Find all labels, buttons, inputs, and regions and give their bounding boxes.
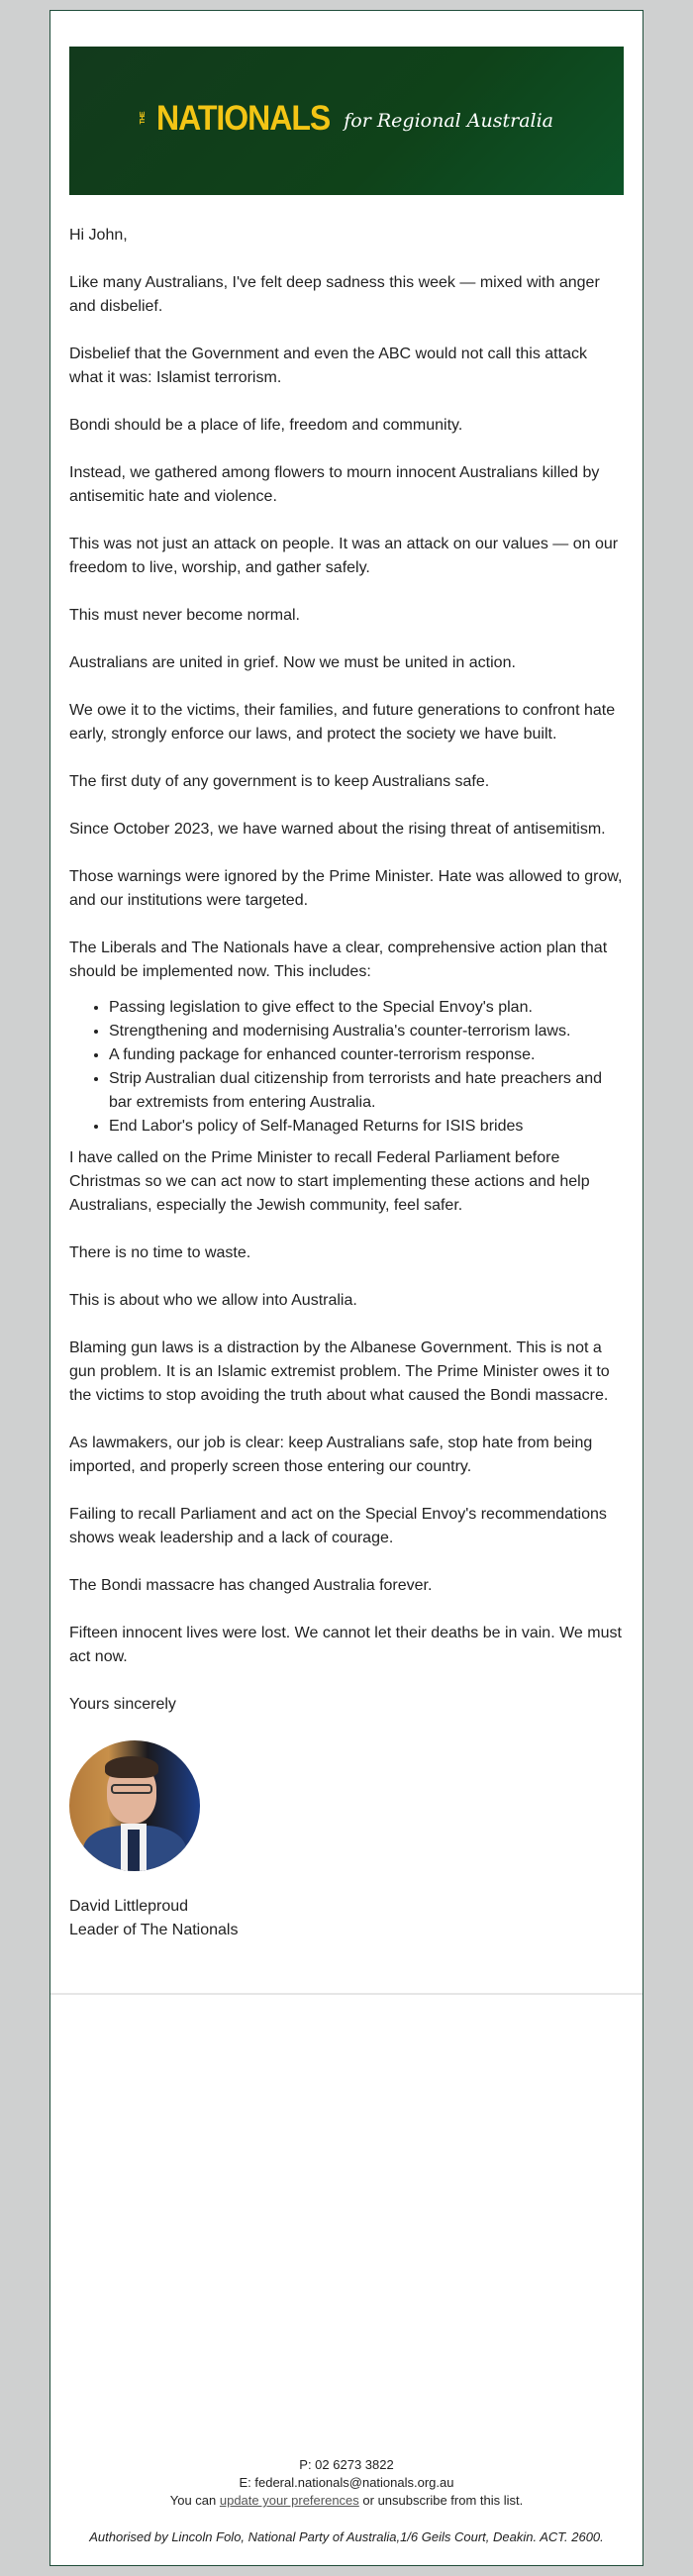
action-plan-list (69, 996, 624, 1139)
logo-nationals: NATIONALS (155, 97, 331, 138)
letter-paragraph: Fifteen innocent lives were lost. We cannot let their deaths be in vain. We must act now. (69, 1625, 622, 1665)
letter-paragraph: Disbelief that the Government and even the ABC would not call this attack what it was: Islamist terrorism. (69, 346, 587, 386)
signer-name: David Littleproud (69, 1898, 189, 1915)
nationals-logo (139, 97, 554, 138)
header-banner (69, 47, 624, 195)
letter-paragraph: The Liberals and The Nationals have a clear, comprehensive action plan that should be implemented now. This includes: (69, 940, 608, 980)
footer (50, 2456, 643, 2546)
prefs-prefix: You can (169, 2493, 220, 2508)
letter-paragraph: There is no time to waste. (69, 1244, 251, 1261)
letter-paragraph: Failing to recall Parliament and act on the Special Envoy's recommendations shows weak leadership and a lack of courage. (69, 1506, 607, 1546)
letter-paragraph: We owe it to the victims, their families, and future generations to confront hate early, strongly enforce our laws, and protect the society we have built. (69, 702, 616, 743)
email-container (50, 10, 644, 2566)
letter-paragraph: Those warnings were ignored by the Prime Minister. Hate was allowed to grow, and our institutions were targeted. (69, 868, 623, 909)
plan-item: • Strengthening and modernising Australia's counter-terrorism laws. (109, 1020, 624, 1043)
greeting: Hi John, (69, 227, 128, 244)
letter-body (69, 224, 624, 1942)
letter-paragraph: I have called on the Prime Minister to recall Federal Parliament before Christmas so we can act now to start implementing these actions and help Australians, especially the Jewish community, feel safer. (69, 1149, 590, 1214)
plan-item: • Passing legislation to give effect to the Special Envoy's plan. (109, 996, 624, 1020)
footer-email: E: federal.nationals@nationals.org.au (239, 2475, 454, 2490)
letter-paragraph: This is about who we allow into Australia. (69, 1292, 357, 1309)
signer-photo (69, 1740, 200, 1871)
letter-paragraph: Like many Australians, I've felt deep sadness this week — mixed with anger and disbelief. (69, 274, 600, 315)
letter-paragraph: This was not just an attack on people. It was an attack on our values — on our freedom to live, worship, and gather safely. (69, 536, 619, 576)
letter-paragraph: Bondi should be a place of life, freedom and community. (69, 417, 463, 434)
letter-paragraph: Instead, we gathered among flowers to mourn innocent Australians killed by antisemitic hate and violence. (69, 464, 600, 505)
prefs-suffix: or unsubscribe from this list. (358, 2493, 524, 2508)
footer-phone: P: 02 6273 3822 (299, 2457, 394, 2472)
letter-paragraph: Australians are united in grief. Now we must be united in action. (69, 654, 516, 671)
plan-item: • Strip Australian dual citizenship from terrorists and hate preachers and bar extremists from entering Australia. (109, 1067, 624, 1115)
plan-item: • A funding package for enhanced counter-terrorism response. (109, 1043, 624, 1067)
letter-paragraph: This must never become normal. (69, 607, 300, 624)
letter-paragraph: The first duty of any government is to keep Australians safe. (69, 773, 490, 790)
authorisation-statement: Authorised by Lincoln Folo, National Party of Australia,1/6 Geils Court, Deakin. ACT. 2600. (89, 2529, 604, 2544)
logo-tagline: for Regional Australia (344, 110, 554, 132)
signature-block (69, 1895, 624, 1942)
update-preferences-link[interactable]: update your preferences (219, 2493, 359, 2508)
letter-paragraph: The Bondi massacre has changed Australia forever. (69, 1577, 433, 1594)
plan-item: • End Labor's policy of Self-Managed Returns for ISIS brides (109, 1115, 624, 1139)
divider (50, 1993, 643, 1995)
letter-paragraph: As lawmakers, our job is clear: keep Australians safe, stop hate from being imported, and properly screen those entering our country. (69, 1435, 593, 1475)
footer-preferences (50, 2492, 643, 2510)
letter-paragraph: Blaming gun laws is a distraction by the Albanese Government. This is not a gun problem. It is an Islamic extremist problem. The Prime Minister owes it to the victims to stop avoiding the truth about what caused the Bondi massacre. (69, 1339, 610, 1404)
signer-title: Leader of The Nationals (69, 1922, 239, 1938)
letter-paragraph: Since October 2023, we have warned about the rising threat of antisemitism. (69, 821, 606, 838)
letter-paragraph: Yours sincerely (69, 1696, 176, 1713)
logo-the: THE (139, 111, 147, 125)
